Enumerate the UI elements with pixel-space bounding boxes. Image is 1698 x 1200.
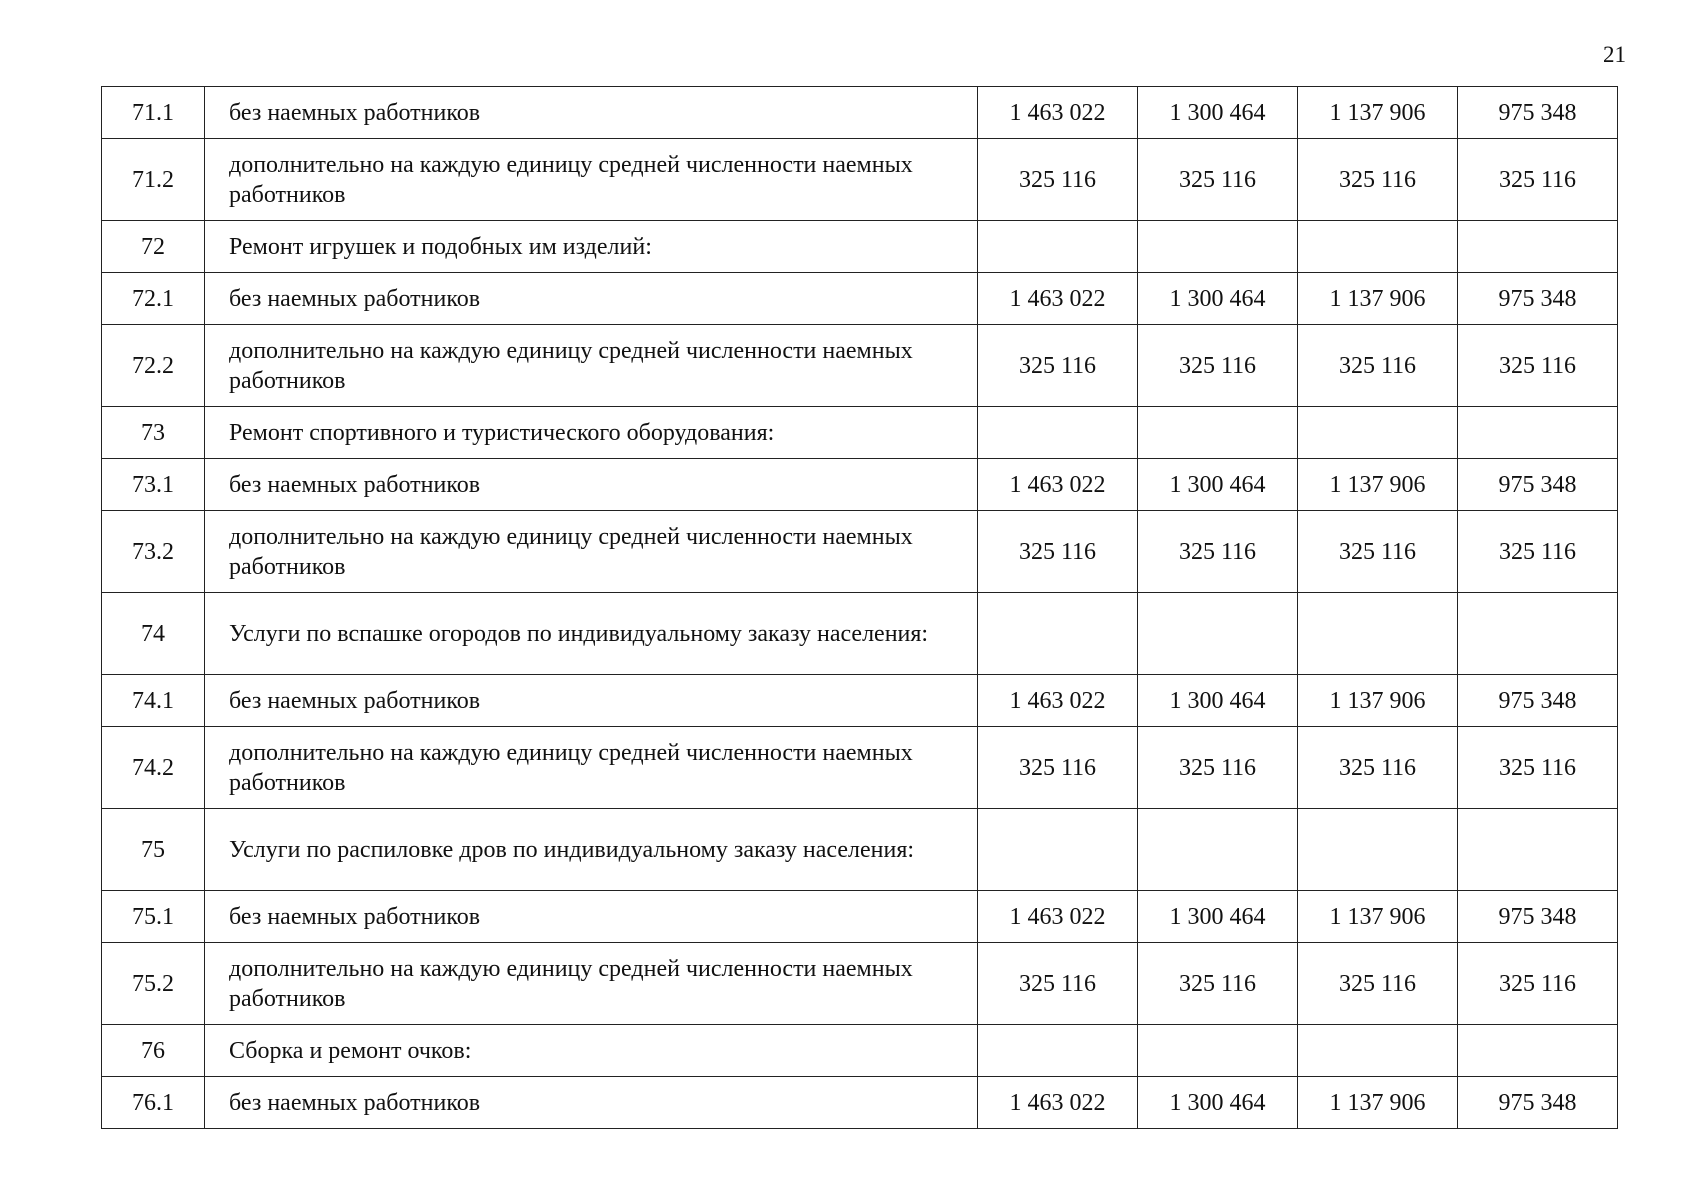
row-value-4-cell: 975 348 xyxy=(1458,675,1618,727)
row-description-cell: без наемных работников xyxy=(205,891,978,943)
row-value-3-cell: 325 116 xyxy=(1298,727,1458,809)
row-description-cell: дополнительно на каждую единицу средней численности наемных работников xyxy=(205,943,978,1025)
row-value-3-cell: 325 116 xyxy=(1298,139,1458,221)
table-row xyxy=(102,325,1618,407)
row-description-cell: Ремонт игрушек и подобных им изделий: xyxy=(205,221,978,273)
row-value-1-cell: 325 116 xyxy=(978,511,1138,593)
row-value-2-cell xyxy=(1138,809,1298,891)
row-value-3-cell: 1 137 906 xyxy=(1298,891,1458,943)
row-number-cell: 74 xyxy=(102,593,205,675)
row-value-4-cell: 975 348 xyxy=(1458,891,1618,943)
row-description-cell: дополнительно на каждую единицу средней численности наемных работников xyxy=(205,727,978,809)
row-number-cell: 72.1 xyxy=(102,273,205,325)
row-number-cell: 71.1 xyxy=(102,87,205,139)
row-description-cell: без наемных работников xyxy=(205,1077,978,1129)
row-value-3-cell xyxy=(1298,593,1458,675)
row-value-4-cell xyxy=(1458,1025,1618,1077)
table-row xyxy=(102,221,1618,273)
row-value-4-cell: 325 116 xyxy=(1458,727,1618,809)
row-number-cell: 72.2 xyxy=(102,325,205,407)
row-value-3-cell: 1 137 906 xyxy=(1298,273,1458,325)
row-value-2-cell: 325 116 xyxy=(1138,511,1298,593)
table-row xyxy=(102,511,1618,593)
row-value-2-cell: 1 300 464 xyxy=(1138,87,1298,139)
table-row xyxy=(102,273,1618,325)
row-value-3-cell: 1 137 906 xyxy=(1298,459,1458,511)
table-row xyxy=(102,809,1618,891)
row-number-cell: 72 xyxy=(102,221,205,273)
row-value-1-cell: 325 116 xyxy=(978,139,1138,221)
row-value-2-cell: 1 300 464 xyxy=(1138,675,1298,727)
table-row xyxy=(102,675,1618,727)
row-description-cell: Услуги по вспашке огородов по индивидуальному заказу населения: xyxy=(205,593,978,675)
row-number-cell: 71.2 xyxy=(102,139,205,221)
table-row xyxy=(102,459,1618,511)
row-value-4-cell: 975 348 xyxy=(1458,1077,1618,1129)
page-number: 21 xyxy=(1603,42,1626,67)
row-number-cell: 74.2 xyxy=(102,727,205,809)
row-value-4-cell: 325 116 xyxy=(1458,511,1618,593)
row-description-cell: Ремонт спортивного и туристического оборудования: xyxy=(205,407,978,459)
table-row xyxy=(102,407,1618,459)
row-number-cell: 76.1 xyxy=(102,1077,205,1129)
row-value-2-cell: 325 116 xyxy=(1138,727,1298,809)
row-value-4-cell: 325 116 xyxy=(1458,139,1618,221)
row-value-3-cell: 1 137 906 xyxy=(1298,675,1458,727)
row-value-4-cell: 975 348 xyxy=(1458,459,1618,511)
row-number-cell: 74.1 xyxy=(102,675,205,727)
row-number-cell: 73.1 xyxy=(102,459,205,511)
row-value-2-cell xyxy=(1138,221,1298,273)
row-description-cell: Услуги по распиловке дров по индивидуальному заказу населения: xyxy=(205,809,978,891)
row-value-2-cell: 1 300 464 xyxy=(1138,891,1298,943)
table-row xyxy=(102,139,1618,221)
row-description-cell: дополнительно на каждую единицу средней численности наемных работников xyxy=(205,325,978,407)
row-value-1-cell xyxy=(978,1025,1138,1077)
row-value-2-cell: 325 116 xyxy=(1138,139,1298,221)
row-value-2-cell: 1 300 464 xyxy=(1138,273,1298,325)
table-row xyxy=(102,891,1618,943)
row-value-2-cell xyxy=(1138,407,1298,459)
row-value-3-cell xyxy=(1298,809,1458,891)
row-value-4-cell: 975 348 xyxy=(1458,273,1618,325)
table-body xyxy=(102,87,1618,1129)
table-row xyxy=(102,87,1618,139)
row-value-1-cell: 1 463 022 xyxy=(978,459,1138,511)
row-value-1-cell: 325 116 xyxy=(978,943,1138,1025)
tariff-table-container xyxy=(101,86,1618,1129)
row-description-cell: дополнительно на каждую единицу средней численности наемных работников xyxy=(205,139,978,221)
row-value-2-cell xyxy=(1138,593,1298,675)
row-value-1-cell: 1 463 022 xyxy=(978,273,1138,325)
table-row xyxy=(102,943,1618,1025)
row-description-cell: Сборка и ремонт очков: xyxy=(205,1025,978,1077)
row-number-cell: 76 xyxy=(102,1025,205,1077)
row-value-1-cell xyxy=(978,593,1138,675)
row-value-4-cell: 975 348 xyxy=(1458,87,1618,139)
row-value-1-cell: 325 116 xyxy=(978,325,1138,407)
row-value-4-cell xyxy=(1458,593,1618,675)
row-number-cell: 75.1 xyxy=(102,891,205,943)
row-value-3-cell: 325 116 xyxy=(1298,511,1458,593)
row-value-3-cell xyxy=(1298,407,1458,459)
row-value-2-cell: 1 300 464 xyxy=(1138,459,1298,511)
row-description-cell: без наемных работников xyxy=(205,273,978,325)
row-value-3-cell xyxy=(1298,221,1458,273)
row-value-3-cell: 325 116 xyxy=(1298,943,1458,1025)
table-row xyxy=(102,1025,1618,1077)
row-value-2-cell xyxy=(1138,1025,1298,1077)
row-value-4-cell: 325 116 xyxy=(1458,943,1618,1025)
row-description-cell: без наемных работников xyxy=(205,87,978,139)
row-value-2-cell: 1 300 464 xyxy=(1138,1077,1298,1129)
row-number-cell: 75.2 xyxy=(102,943,205,1025)
row-number-cell: 73 xyxy=(102,407,205,459)
row-number-cell: 73.2 xyxy=(102,511,205,593)
row-value-1-cell: 1 463 022 xyxy=(978,1077,1138,1129)
table-row xyxy=(102,727,1618,809)
row-value-1-cell: 1 463 022 xyxy=(978,891,1138,943)
row-value-1-cell xyxy=(978,809,1138,891)
row-description-cell: дополнительно на каждую единицу средней численности наемных работников xyxy=(205,511,978,593)
row-value-4-cell xyxy=(1458,221,1618,273)
row-value-3-cell: 1 137 906 xyxy=(1298,1077,1458,1129)
row-value-1-cell: 1 463 022 xyxy=(978,675,1138,727)
row-value-4-cell xyxy=(1458,407,1618,459)
row-value-1-cell xyxy=(978,221,1138,273)
row-value-4-cell: 325 116 xyxy=(1458,325,1618,407)
row-value-3-cell: 1 137 906 xyxy=(1298,87,1458,139)
row-value-1-cell: 1 463 022 xyxy=(978,87,1138,139)
row-value-2-cell: 325 116 xyxy=(1138,325,1298,407)
row-value-1-cell: 325 116 xyxy=(978,727,1138,809)
table-row xyxy=(102,1077,1618,1129)
row-value-2-cell: 325 116 xyxy=(1138,943,1298,1025)
row-description-cell: без наемных работников xyxy=(205,675,978,727)
tariff-table xyxy=(101,86,1618,1129)
row-value-4-cell xyxy=(1458,809,1618,891)
row-number-cell: 75 xyxy=(102,809,205,891)
row-value-3-cell xyxy=(1298,1025,1458,1077)
row-value-1-cell xyxy=(978,407,1138,459)
table-row xyxy=(102,593,1618,675)
row-description-cell: без наемных работников xyxy=(205,459,978,511)
row-value-3-cell: 325 116 xyxy=(1298,325,1458,407)
